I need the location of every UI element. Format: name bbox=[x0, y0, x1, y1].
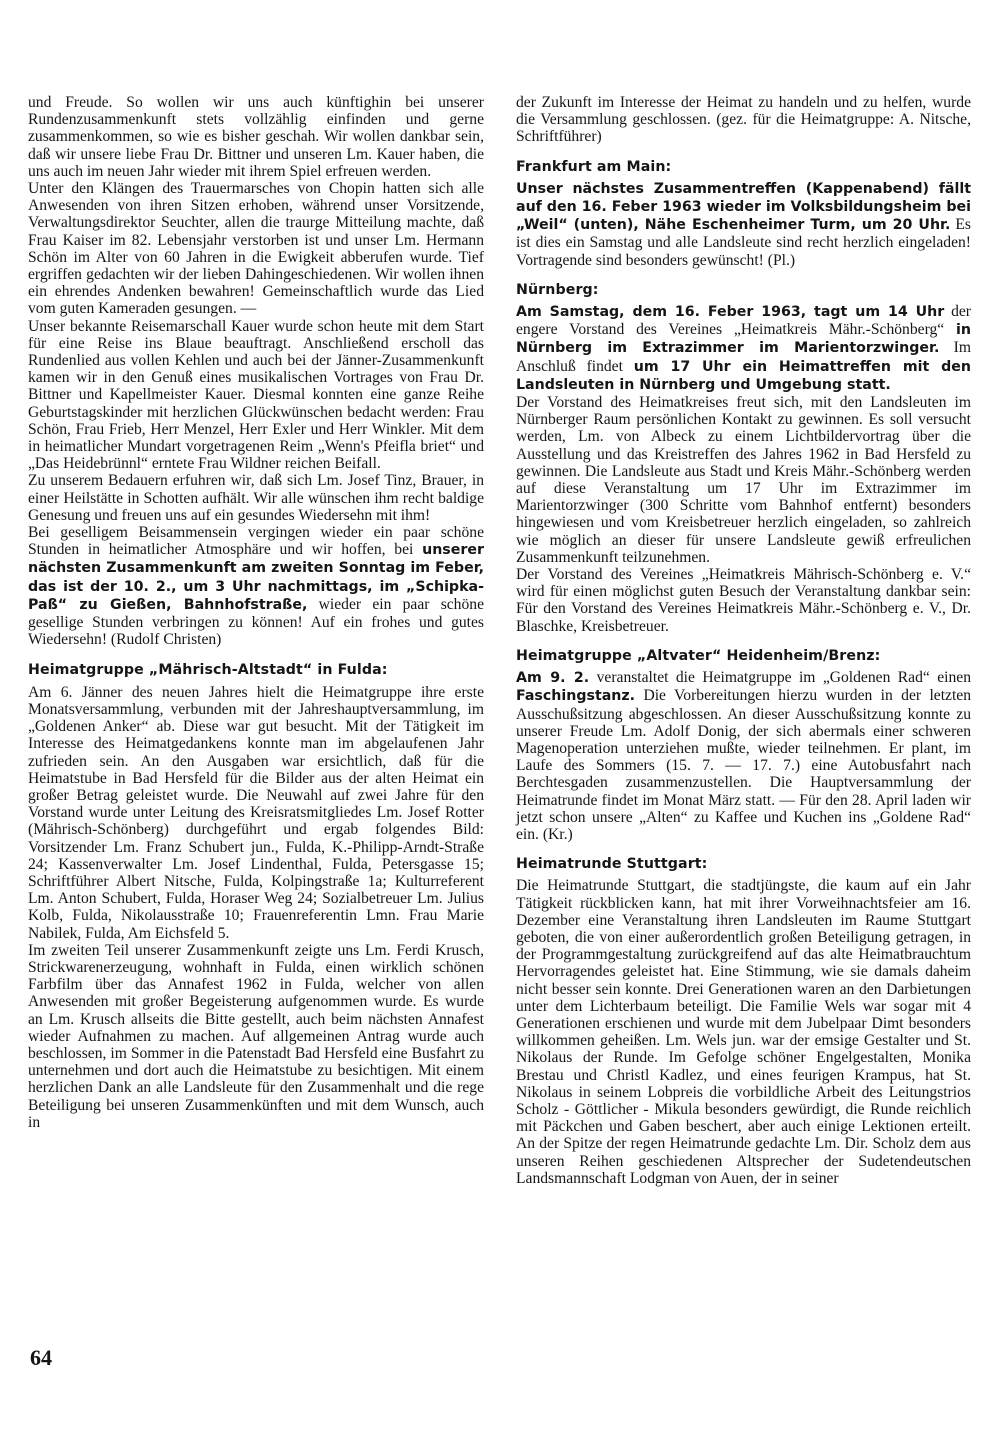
right-column bbox=[516, 94, 971, 1187]
heidenheim-text-2: Die Vorbereitungen hierzu wurden in der letzten Ausschußsitzung abgeschlossen. An dieser Ausschußsitzung konnte zu unserer Freude Lm. Adolf Donig, der sich abermals einer schweren Magenoperation unterziehen mußte, wieder teilnehmen. Er plant, im Laufe des Sommers (15. 7. — 17. 7.) eine Autobusfahrt nach Berchtesgaden zusammenzustellen. Die Hauptversammlung der Heimatrunde findet im Monat März statt. — Für den 28. April laden wir jetzt schon unsere „Alten“ zu Kaffee und Kuchen ins „Goldene Rad“ ein. (Kr.) bbox=[516, 687, 972, 843]
paragraph-birthdays: Unser bekannte Reisemarschall Kauer wurde schon heute mit dem Start für eine Reise ins Blaue beauftragt. Anschließend erscholl das Rundenlied aus vollen Kehlen und auch bei der Jänner-Zusammenkunft kamen wir in den Genuß eines musikalischen Vortrages von Frau Dr. Bittner und Kapellmeister Kauer. Diesmal konnten eine ganze Reihe Geburtstagskinder mit herzlichen Glückwünschen bedacht werden: Frau Schön, Frau Frieb, Herr Menzel, Herr Exler und Herr Winkler. Mit dem in heimatlicher Mundart vorgetragenen Reim „Wenn's Pfeifla briet“ und „Das Heidebrünnl“ erntete Frau Wildner reichen Beifall. bbox=[28, 317, 484, 473]
paragraph-nuernberg-meeting bbox=[516, 303, 971, 394]
frankfurt-meeting-text: Es ist dies ein Samstag und alle Landsleute sind recht herzlich eingeladen! Vortragende sind besonders gewünscht! (Pl.) bbox=[516, 216, 971, 269]
page-number: 64 bbox=[30, 1345, 52, 1370]
nuernberg-place-bold: in Nürnberg im Extrazimmer im Marientorzwinger. bbox=[516, 322, 971, 357]
nuernberg-text-1: der engere Vorstand des Vereines „Heimatkreis Mähr.-Schönberg“ bbox=[516, 303, 971, 339]
paragraph-frankfurt bbox=[516, 180, 971, 269]
paragraph-heidenheim bbox=[516, 669, 971, 843]
paragraph-stuttgart: Die Heimatrunde Stuttgart, die stadtjüngste, die kaum auf ein Jahr Tätigkeit rückblicken kann, hat mit ihrer Vorweihnachtsfeier am 16. Dezember eine Veranstaltung ihren Landsleuten im Raume Stuttgart geboten, die von einer außerordentlich großen Beteiligung getragen, in der Programmgestaltung zurückgreifend auf das alte Heimatbrauchtum Hervorragendes geleistet hat. Eine Stimmung, wie sie damals daheim nicht besser sein konnte. Drei Generationen waren an den Darbietungen unter dem Lichterbaum beteiligt. Die Familie Wels war sogar mit 4 Generationen erschienen und wurde mit dem Jubelpaar Dimt besonders willkommen geheißen. Lm. Wels jun. war der emsige Gestalter und St. Nikolaus der Runde. Im Gefolge schöner Engelgestalten, Monika Brestau und Christl Kadlez, und eines feurigen Krampus, hat St. Nikolaus in seinem Lobpreis die vorbildliche Arbeit des Leitungstrios Scholz - Göttlicher - Mikula besonders gewürdigt, die Runde reichlich mit Päckchen und Gaben beschert, aber auch einige Lektionen erteilt. An der Spitze der regen Heimatrunde gedachte Lm. Dir. Scholz dem aus unseren Reihen geschiedenen Altsprecher der Sudetendeutschen Landsmannschaft Lodgman von Auen, der in seiner bbox=[516, 877, 971, 1187]
paragraph-closing-remarks: und Freude. So wollen wir uns auch künftighin bei unserer Rundenzusammenkunft stets vollzählig einfinden und gerne zusammenkommen, so wie es bisher geschah. Wir wollen dankbar sein, daß wir unsere liebe Frau Dr. Bittner und unseren Lm. Kauer haben, die uns auch im neuen Jahr wieder mit ihrem Spiel erfreuen werden. bbox=[28, 94, 484, 180]
frankfurt-meeting-bold: Unser nächstes Zusammentreffen (Kappenabend) fällt auf den 16. Feber 1963 wieder im Volksbildungsheim bei „Weil“ (unten), Nähe Eschenheimer Turm, um 20 Uhr. bbox=[516, 180, 971, 234]
nuernberg-text-2: Im Anschluß findet bbox=[516, 339, 971, 375]
heidenheim-event-bold: Faschingstanz. bbox=[516, 688, 636, 705]
paragraph-fulda-continued: der Zukunft im Interesse der Heimat zu handeln und zu helfen, wurde die Versammlung geschlossen. (gez. für die Heimatgruppe: A. Nitsche, Schriftführer) bbox=[516, 94, 971, 146]
left-column bbox=[28, 94, 484, 1131]
heading-nuernberg: Nürnberg: bbox=[516, 281, 599, 298]
heidenheim-text-1: veranstaltet die Heimatgruppe im „Goldenen Rad“ einen bbox=[596, 669, 971, 687]
next-meeting-outro: wieder ein paar schöne gesellige Stunden verbringen zu können! Auf ein frohes und gutes Wiedersehn! (Rudolf Christen) bbox=[28, 595, 484, 649]
paragraph-fulda-annual-meeting: Am 6. Jänner des neuen Jahres hielt die Heimatgruppe ihre erste Monatsversammlung, verbunden mit der Jahreshauptversammlung, im „Goldenen Anker“ ab. Diese war gut besucht. Mit der Tätigkeit im Interesse des Heimatgedankens konnte man im abgelaufenen Jahr zufrieden sein. An den Ausgaben war ersichtlich, daß für die Heimatstube in Bad Hersfeld für die Bilder aus der alten Heimat ein großer Betrag geleistet wurde. Die Neuwahl auf zwei Jahre für den Vorstand wurde unter Leitung des Kreisratsmitgliedes Lm. Josef Rotter (Mährisch-Schönberg) durchgeführt und ergab folgendes Bild: Vorsitzender Lm. Franz Schubert jun., Fulda, K.-Philipp-Arndt-Straße 24; Kassenverwalter Lm. Josef Lindenthal, Fulda, Petersgasse 15; Schriftführer Albert Nitsche, Fulda, Kolpingstraße 1a; Kulturreferent Lm. Anton Schubert, Fulda, Horaser Weg 24; Sozialbetreuer Lm. Julius Kolb, Fulda, Nikolausstraße 10; Frauenreferentin Lmn. Frau Marie Nabilek, Fulda, Am Eichsfeld 5. bbox=[28, 683, 484, 942]
paragraph-next-meeting bbox=[28, 524, 484, 648]
paragraph-mourning: Unter den Klängen des Trauermarsches von Chopin hatten sich alle Anwesenden von ihren Sitzen erhoben, während unser Vorsitzende, Verwaltungsdirektor Seuchter, allen die traurge Mitteilung machte, daß Frau Kaiser im 82. Lebensjahr verstorben ist und unser Lm. Hermann Schön im Alter von 60 Jahren in die Ewigkeit abberufen wurde. Tief ergriffen gedachten wir der lieben Dahingeschiedenen. Wir wollen ihnen ein ehrendes Andenken bewahren! Gemeinschaftlich wurde das Lied vom guten Kameraden gesungen. — bbox=[28, 180, 484, 318]
heading-heidenheim: Heimatgruppe „Altvater“ Heidenheim/Brenz: bbox=[516, 647, 881, 664]
paragraph-nuernberg-board: Der Vorstand des Vereines „Heimatkreis Mährisch-Schönberg e. V.“ wird für einen möglichst guten Besuch der Veranstaltung dankbar sein: Für den Vorstand des Vereines Heimatkreis Mähr.-Schönberg e. V., Dr. Blaschke, Kreisbetreuer. bbox=[516, 566, 971, 635]
paragraph-nuernberg-details: Der Vorstand des Heimatkreises freut sich, mit den Landsleuten im Nürnberger Raum persönlichen Kontakt zu gewinnen. Es soll versucht werden, Lm. von Albeck zu einem Lichtbildervortrag über die Ausstellung und das Kreistreffen des Jahres 1962 in Bad Hersfeld zu gewinnen. Die Landsleute aus Stadt und Kreis Mähr.-Schönberg werden auf diese Veranstaltung um 17 Uhr im Extrazimmer im Marientorzwinger (300 Schritte vom Bahnhof entfernt) besonders hingewiesen und vom Kreisbetreuer herzlich eingeladen, so zahlreich wie möglich an dieser für unsere Landsleute gewiß erfreulichen Zusammenkunft teilzunehmen. bbox=[516, 394, 971, 566]
heading-fulda: Heimatgruppe „Mährisch-Altstadt“ in Fulda: bbox=[28, 661, 388, 678]
heidenheim-date-bold: Am 9. 2. bbox=[516, 670, 590, 687]
heading-frankfurt: Frankfurt am Main: bbox=[516, 158, 672, 175]
paragraph-get-well: Zu unserem Bedauern erfuhren wir, daß sich Lm. Josef Tinz, Brauer, in einer Heilstätte in Schotten aufhält. Wir alle wünschen ihm recht baldige Genesung und freuen uns auf ein gesundes Wiedersehn mit ihm! bbox=[28, 472, 484, 524]
next-meeting-date: unserer nächsten Zusammenkunft am zweiten Sonntag im Feber, das ist der 10. 2., um 3 Uhr nachmittags, im „Schipka-Paß“ zu Gießen, Bahnhofstraße, bbox=[28, 542, 484, 613]
heading-stuttgart: Heimatrunde Stuttgart: bbox=[516, 856, 708, 873]
paragraph-fulda-film: Im zweiten Teil unserer Zusammenkunft zeigte uns Lm. Ferdi Krusch, Strickwarenerzeugung, wohnhaft in Fulda, einen wirklich schönen Farbfilm über das Annafest 1962 in Fulda, welcher von allen Anwesenden mit großer Begeisterung aufgenommen wurde. Es wurde an Lm. Krusch allseits die Bitte gestellt, auch beim nächsten Annafest wieder Aufnahmen zu machen. Auf allgemeinen Antrag wurde auch beschlossen, im Sommer in die Patenstadt Bad Hersfeld eine Busfahrt zu unternehmen und dort auch die Heimatstube zu besichtigen. Mit einem herzlichen Dank an alle Landsleute für den Zusammenhalt und die rege Beteiligung bei unseren Zusammenkünften und mit dem Wunsch, auch in bbox=[28, 941, 484, 1131]
nuernberg-date-bold: Am Samstag, dem 16. Feber 1963, tagt um 14 Uhr bbox=[516, 304, 945, 321]
nuernberg-meetup-bold: um 17 Uhr ein Heimattreffen mit den Landsleuten in Nürnberg und Umgebung statt. bbox=[516, 358, 971, 393]
next-meeting-intro: Bei geselligem Beisammensein vergingen wieder ein paar schöne Stunden in heimatlicher Atmosphäre und wir hoffen, bei bbox=[28, 524, 484, 559]
